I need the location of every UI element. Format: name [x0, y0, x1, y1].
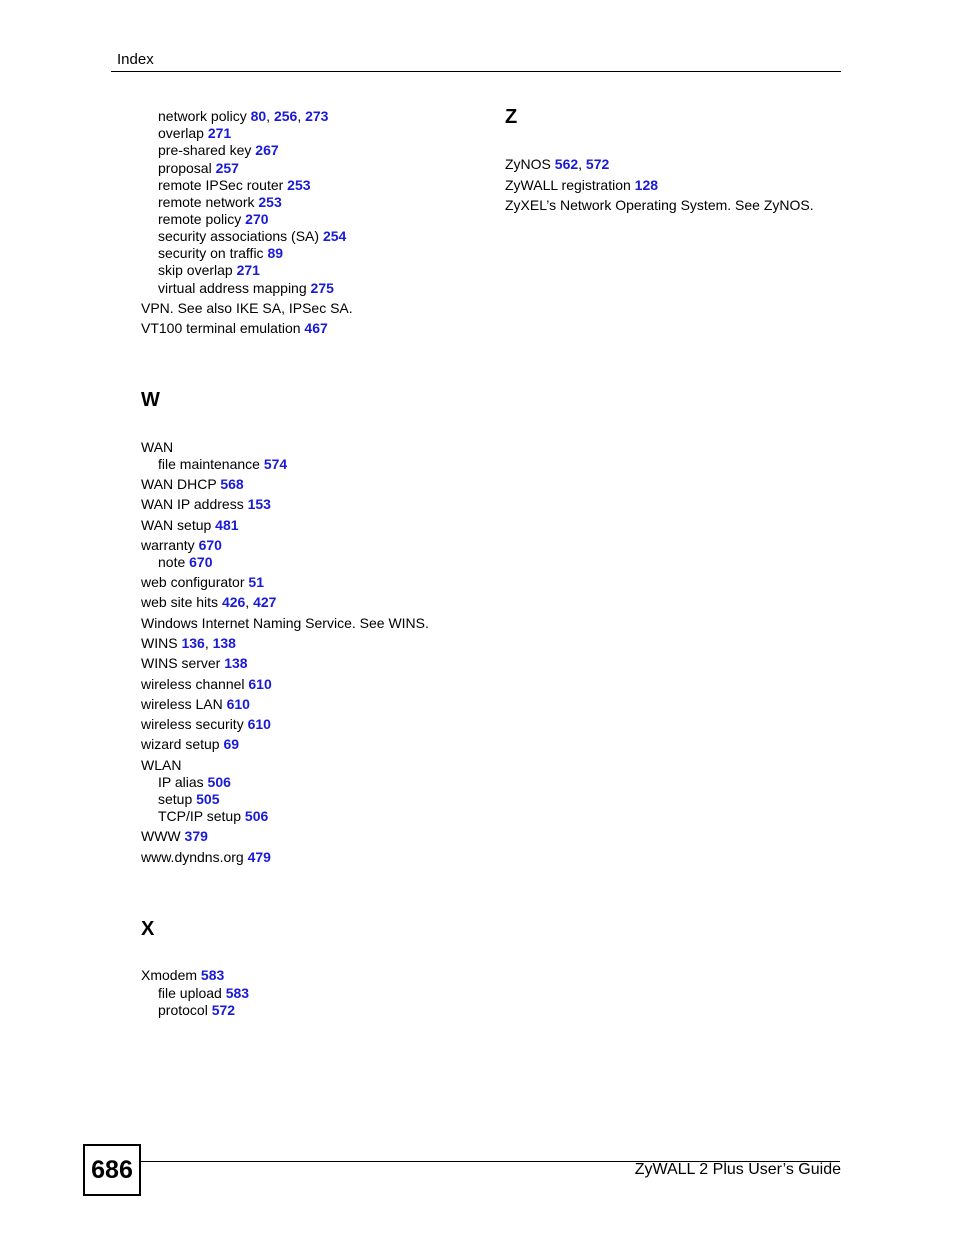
index-entry: [141, 593, 276, 611]
page-link[interactable]: 426: [221, 594, 246, 610]
page-link[interactable]: 583: [225, 985, 250, 1001]
entry-term: WAN IP address: [141, 496, 248, 512]
index-subentry: [141, 210, 269, 228]
page-link[interactable]: 568: [220, 476, 244, 492]
page-link[interactable]: 136: [181, 635, 205, 651]
index-subentry: [141, 455, 287, 473]
entry-term: WAN setup: [141, 517, 216, 533]
index-entry: [505, 155, 609, 173]
entry-term: VPN. See also IKE SA, IPSec SA.: [141, 300, 353, 316]
entry-term: pre-shared key: [158, 142, 256, 158]
entry-term: wizard setup: [141, 736, 224, 752]
index-subentry: [141, 261, 260, 279]
page-link[interactable]: 670: [198, 537, 222, 553]
page-link[interactable]: 505: [196, 791, 220, 807]
entry-term: Windows Internet Naming Service. See WINS.: [141, 615, 429, 631]
index-subentry: [141, 227, 346, 245]
entry-term: wireless LAN: [141, 696, 227, 712]
index-subentry: [141, 553, 213, 571]
page-link[interactable]: 574: [263, 456, 288, 472]
page-link[interactable]: 506: [244, 808, 269, 824]
page-separator: ,: [297, 108, 306, 124]
index-entry: [141, 475, 244, 493]
index-entry: [141, 675, 272, 693]
entry-term: VT100 terminal emulation: [141, 320, 305, 336]
page-link[interactable]: 610: [247, 716, 271, 732]
page-link[interactable]: 670: [189, 554, 213, 570]
entry-term: remote IPSec router: [158, 177, 288, 193]
page-link[interactable]: 138: [224, 655, 248, 671]
index-subentry: [141, 107, 328, 125]
index-subentry: [141, 790, 220, 808]
letter-heading-x: X: [141, 918, 155, 940]
page-separator: ,: [245, 594, 254, 610]
page-link[interactable]: 271: [207, 125, 232, 141]
entry-term: Xmodem: [141, 967, 201, 983]
page-link[interactable]: 572: [585, 156, 610, 172]
page-link[interactable]: 253: [258, 194, 282, 210]
entry-term: security on traffic: [158, 245, 268, 261]
page-link[interactable]: 479: [247, 849, 271, 865]
page-link[interactable]: 273: [305, 108, 329, 124]
page-link[interactable]: 256: [273, 108, 298, 124]
index-subentry: [141, 773, 231, 791]
running-header: Index: [117, 51, 154, 68]
index-subentry: [141, 176, 311, 194]
page-link[interactable]: 253: [287, 177, 311, 193]
index-entry: [141, 573, 264, 591]
entry-term: network policy: [158, 108, 251, 124]
entry-term: TCP/IP setup: [158, 808, 245, 824]
header-rule: [111, 71, 841, 72]
index-subentry: [141, 279, 334, 297]
entry-term: WAN: [141, 439, 174, 455]
index-entry: [505, 176, 658, 194]
letter-heading-w: W: [141, 389, 160, 411]
entry-term: WLAN: [141, 757, 182, 773]
entry-term: proposal: [158, 160, 216, 176]
letter-heading-z: Z: [505, 106, 518, 128]
index-entry: [141, 848, 271, 866]
entry-term: web configurator: [141, 574, 249, 590]
page-link[interactable]: 562: [554, 156, 579, 172]
entry-term: remote policy: [158, 211, 246, 227]
page-separator: ,: [266, 108, 274, 124]
index-entry: [141, 634, 236, 652]
index-entry: [141, 695, 250, 713]
page-link[interactable]: 583: [200, 967, 225, 983]
entry-term: web site hits: [141, 594, 222, 610]
page-link[interactable]: 379: [184, 828, 208, 844]
index-subentry: [141, 244, 283, 262]
page-link[interactable]: 128: [634, 177, 659, 193]
page-link[interactable]: 481: [215, 517, 239, 533]
page-link[interactable]: 69: [223, 736, 240, 752]
entry-term: WINS: [141, 635, 182, 651]
index-entry: [141, 827, 208, 845]
index-entry: [141, 516, 239, 534]
entry-term: security associations (SA): [158, 228, 323, 244]
page-link[interactable]: 51: [248, 574, 264, 590]
entry-term: skip overlap: [158, 262, 237, 278]
entry-term: wireless security: [141, 716, 248, 732]
index-subentry: [141, 984, 249, 1002]
guide-title: ZyWALL 2 Plus User’s Guide: [634, 1161, 841, 1178]
index-entry: [141, 966, 224, 984]
index-subentry: [141, 159, 239, 177]
index-entry: [141, 756, 181, 774]
page-link[interactable]: 254: [322, 228, 347, 244]
page-link[interactable]: 610: [248, 676, 272, 692]
entry-term: remote network: [158, 194, 259, 210]
page-link[interactable]: 427: [253, 594, 277, 610]
page-link[interactable]: 80: [250, 108, 267, 124]
entry-term: wireless channel: [141, 676, 249, 692]
page-link[interactable]: 275: [310, 280, 334, 296]
index-entry: [141, 438, 173, 456]
index-subentry: [141, 141, 279, 159]
index-subentry: [141, 1001, 235, 1019]
index-entry: [141, 299, 353, 317]
page-link[interactable]: 89: [267, 245, 284, 261]
entry-term: setup: [158, 791, 197, 807]
entry-term: WINS server: [141, 655, 225, 671]
entry-term: virtual address mapping: [158, 280, 311, 296]
index-entry: [141, 715, 271, 733]
index-entry: [141, 735, 239, 753]
index-entry: [141, 654, 248, 672]
index-entry: [141, 319, 328, 337]
index-subentry: [141, 124, 231, 142]
entry-term: WWW: [141, 828, 185, 844]
entry-term: protocol: [158, 1002, 212, 1018]
page-link[interactable]: 257: [215, 160, 239, 176]
entry-term: ZyXEL’s Network Operating System. See ZyNOS.: [505, 197, 814, 213]
page-link[interactable]: 153: [247, 496, 271, 512]
entry-term: www.dyndns.org: [141, 849, 248, 865]
index-entry: [505, 196, 814, 214]
entry-term: ZyWALL registration: [505, 177, 635, 193]
index-subentry: [141, 193, 282, 211]
page-link[interactable]: 138: [212, 635, 236, 651]
page-separator: ,: [578, 156, 586, 172]
index-entry: [141, 614, 429, 632]
page-link[interactable]: 267: [255, 142, 279, 158]
page-link[interactable]: 467: [304, 320, 328, 336]
page-number: 686: [83, 1144, 141, 1196]
entry-term: IP alias: [158, 774, 208, 790]
entry-term: overlap: [158, 125, 208, 141]
entry-term: file upload: [158, 985, 226, 1001]
page-link[interactable]: 610: [226, 696, 250, 712]
entry-term: ZyNOS: [505, 156, 555, 172]
page-link[interactable]: 572: [211, 1002, 236, 1018]
page-link[interactable]: 271: [236, 262, 260, 278]
entry-term: WAN DHCP: [141, 476, 221, 492]
page-link[interactable]: 506: [207, 774, 231, 790]
entry-term: warranty: [141, 537, 199, 553]
page-link[interactable]: 270: [245, 211, 269, 227]
entry-term: note: [158, 554, 190, 570]
entry-term: file maintenance: [158, 456, 264, 472]
index-entry: [141, 536, 222, 554]
index-subentry: [141, 807, 268, 825]
page-separator: ,: [204, 635, 213, 651]
index-entry: [141, 495, 271, 513]
